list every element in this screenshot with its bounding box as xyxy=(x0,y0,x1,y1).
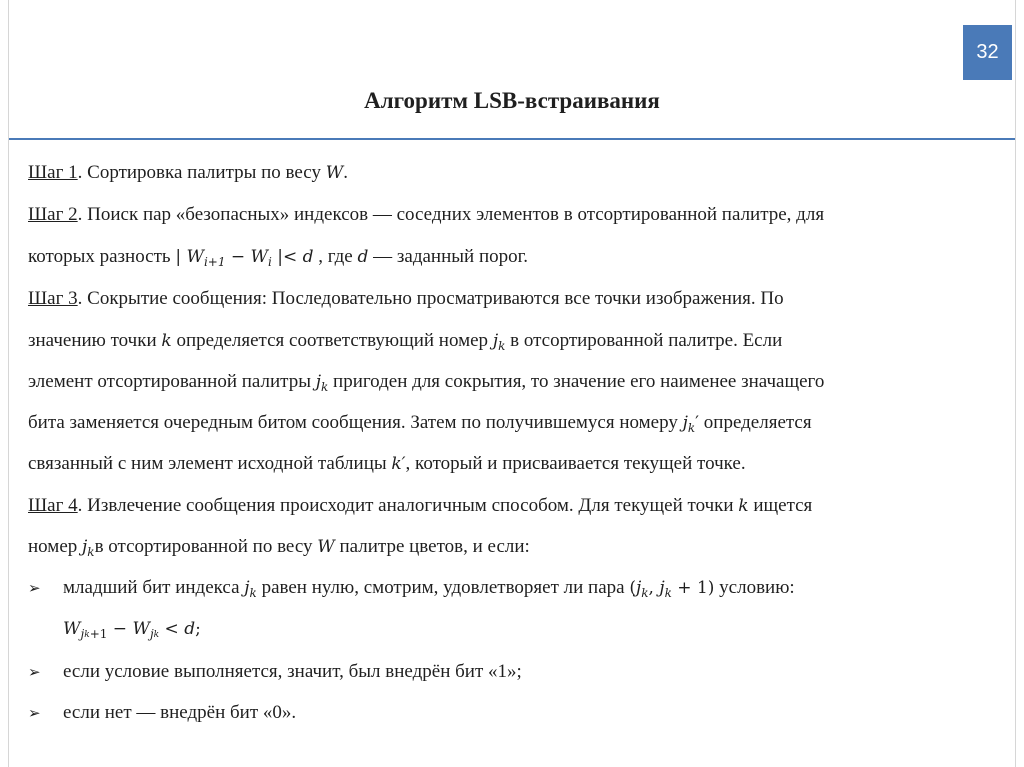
bullet-1-text-b: равен нулю, смотрим, удовлетворяет ли пара xyxy=(256,577,630,598)
step3-line3-text-b: пригоден для сокрытия, то значение его наименее значащего xyxy=(328,371,825,392)
sub-j: j xyxy=(80,627,85,641)
bullet-1-text-c: условию: xyxy=(714,577,795,598)
condition-formula xyxy=(63,614,201,644)
sub-k: k xyxy=(321,380,329,394)
var-w: W xyxy=(325,163,344,183)
step2-line1 xyxy=(28,200,824,230)
var-w: W xyxy=(132,619,150,639)
step3-line3-text-a: элемент отсортированной палитры xyxy=(28,371,316,392)
var-j: j xyxy=(682,413,688,433)
arrowhead-bullet-icon: ➢ xyxy=(28,704,41,722)
pair-plus-one: + 1) xyxy=(671,578,715,598)
var-w: W xyxy=(186,247,204,267)
step3-line2-text-a: значению точки xyxy=(28,330,162,351)
var-j: j xyxy=(492,331,499,351)
sub-k: k xyxy=(664,586,672,600)
step1-label: Шаг 1 xyxy=(28,162,78,183)
step2-line1-text: . Поиск пар «безопасных» индексов — соседних элементов в отсортированной палитре, для xyxy=(77,204,825,225)
var-w: W xyxy=(317,537,335,557)
step4-line2 xyxy=(28,532,530,562)
bullet-2-text: если условие выполняется, значит, был внедрён бит «1»; xyxy=(63,661,522,682)
semicolon: ; xyxy=(195,619,201,639)
step4-line1-text-b: ищется xyxy=(748,495,813,516)
sub-k: k xyxy=(498,339,506,353)
sub-k: k xyxy=(687,421,696,435)
step3-line5-text-b: , который и присваивается текущей точке. xyxy=(405,453,746,474)
bullet-1-text-a: младший бит индекса xyxy=(63,577,245,598)
bullet-1-text xyxy=(63,573,795,608)
step3-line3 xyxy=(28,367,824,397)
step1-end: . xyxy=(343,162,348,183)
step2-line2 xyxy=(28,242,528,272)
sub-i: i xyxy=(268,255,272,269)
sub-i-plus-1: i+1 xyxy=(203,255,226,269)
var-w: W xyxy=(250,247,269,267)
step3-label: Шаг 3 xyxy=(28,288,78,309)
step4-label: Шаг 4 xyxy=(28,495,78,516)
step3-line4 xyxy=(28,408,812,438)
step3-line2-text-c: в отсортированной палитре. Если xyxy=(505,330,783,351)
sub-plus-one: +1 xyxy=(89,627,108,641)
bullet-3-text: если нет — внедрён бит «0». xyxy=(63,702,297,723)
var-j: j xyxy=(315,372,321,392)
minus-sign: − xyxy=(225,247,251,267)
minus-sign: − xyxy=(107,619,133,639)
var-w: W xyxy=(63,619,81,639)
page-number-badge: 32 xyxy=(963,25,1012,80)
subsub-k: k xyxy=(84,630,90,640)
subsub-k: k xyxy=(153,630,160,640)
sub-j: j xyxy=(149,627,154,641)
var-d: d xyxy=(302,247,314,267)
step2-line2-text-c: — заданный порог. xyxy=(368,246,529,267)
step3-line2 xyxy=(28,326,782,356)
var-d: d xyxy=(357,247,369,267)
pair-comma: , xyxy=(648,578,660,598)
arrowhead-bullet-icon: ➢ xyxy=(28,579,41,597)
step4-line2-text-a: номер xyxy=(28,536,83,557)
var-j: j xyxy=(82,537,88,557)
var-j: j xyxy=(244,578,250,598)
bullet-item-2 xyxy=(28,657,988,687)
step1-line xyxy=(28,158,348,188)
step3-line5-text-a: связанный с ним элемент исходной таблицы xyxy=(28,453,392,474)
page-title: Алгоритм LSB-встраивания xyxy=(364,88,660,113)
sub-k: k xyxy=(641,586,649,600)
step3-line1 xyxy=(28,284,784,314)
step4-line2-text-b: в отсортированной по весу xyxy=(94,536,318,557)
var-d: d xyxy=(184,619,196,639)
step3-line4-text-a: бита заменяется очередным битом сообщения. Затем по получившемуся номеру xyxy=(28,412,683,433)
less-than: < xyxy=(159,619,185,639)
bullet-item-3 xyxy=(28,698,988,728)
prime-mark: ′ xyxy=(695,413,700,433)
step2-label: Шаг 2 xyxy=(28,204,78,225)
sub-k: k xyxy=(87,545,95,559)
abs-open: | xyxy=(175,247,187,267)
step3-line1-text: . Сокрытие сообщения: Последовательно просматриваются все точки изображения. По xyxy=(77,288,784,309)
step4-line1-text-a: . Извлечение сообщения происходит аналогичным способом. Для текущей точки xyxy=(77,495,739,516)
step4-line2-text-c: палитре цветов, и если: xyxy=(334,536,530,557)
abs-close-lt: |< xyxy=(271,247,303,267)
step4-line1 xyxy=(28,491,812,521)
step2-line2-text-a: которых разность xyxy=(28,246,176,267)
bullet-item-1 xyxy=(28,573,988,603)
step1-text: . Сортировка палитры по весу xyxy=(77,162,326,183)
slide-left-border xyxy=(8,0,9,767)
var-k: k xyxy=(738,496,749,516)
pair-open: ( xyxy=(629,578,636,598)
step3-line5 xyxy=(28,449,746,479)
slide-right-border xyxy=(1015,0,1016,767)
var-k: k xyxy=(161,331,172,351)
step3-line4-text-b: определяется xyxy=(699,412,812,433)
var-k-prime: k′ xyxy=(391,454,406,474)
var-j: j xyxy=(635,578,642,598)
title-divider xyxy=(9,138,1015,140)
arrowhead-bullet-icon: ➢ xyxy=(28,663,41,681)
var-j: j xyxy=(659,578,665,598)
step2-line2-text-b: , где xyxy=(313,246,358,267)
sub-k: k xyxy=(249,586,257,600)
step3-line2-text-b: определяется соответствующий номер xyxy=(171,330,493,351)
